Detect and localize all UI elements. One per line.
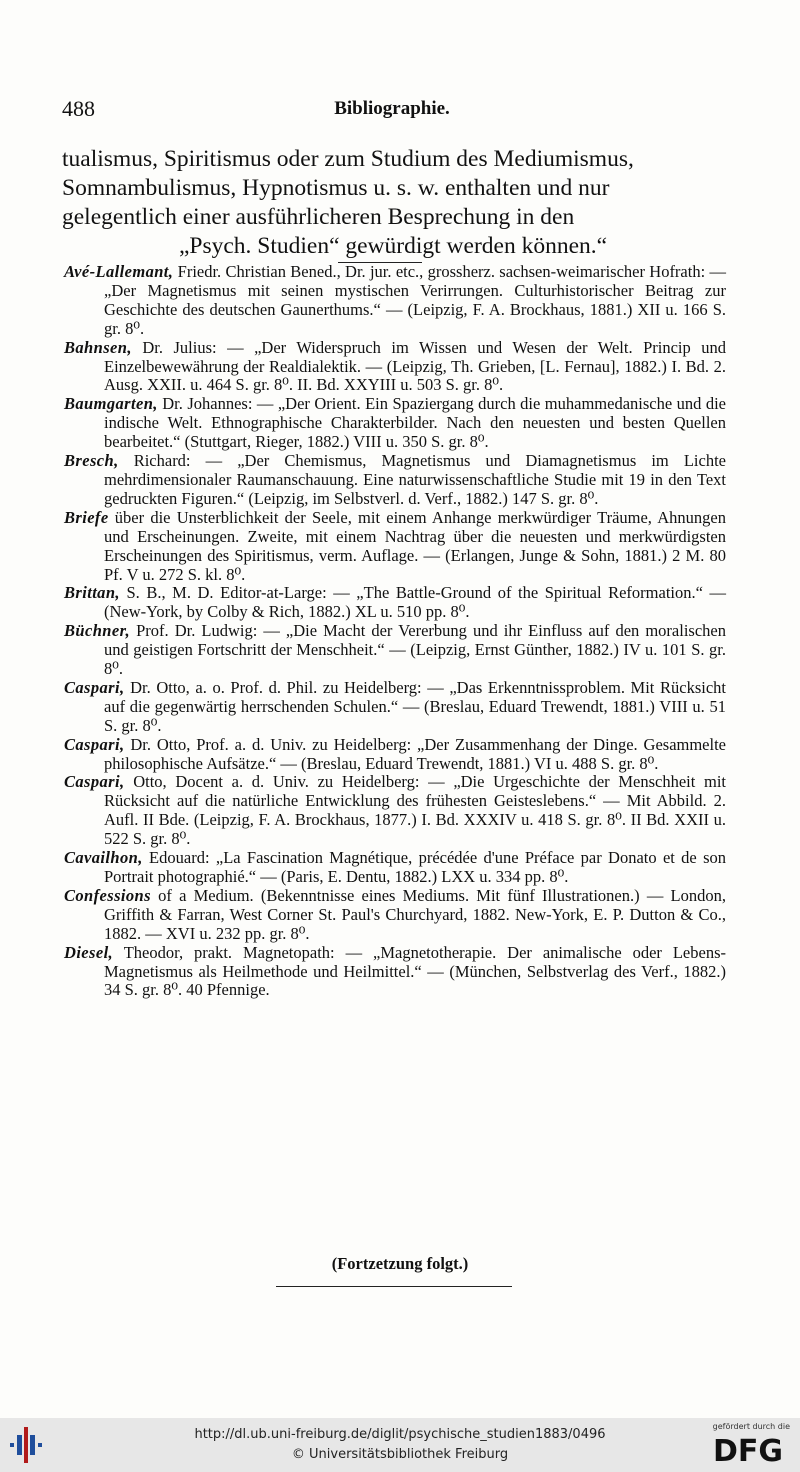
intro-line: Somnambulismus, Hypnotismus u. s. w. enthalten und nur	[62, 175, 610, 201]
entry-author: Caspari,	[64, 772, 125, 792]
entry-text: Dr. Otto, Prof. a. d. Univ. zu Heidelberg: „Der Zusammenhang der Dinge. Gesammelte philosophische Aufsätze.“ — (Breslau, Eduard Trewendt, 1881.) VI u. 488 S. gr. 8⁰.	[104, 734, 726, 773]
dfg-logo-text: DFG	[712, 1434, 784, 1464]
viewer-footer	[0, 1418, 800, 1472]
bibliography-entry	[64, 849, 726, 887]
bibliography-list	[64, 263, 726, 1000]
entry-author: Bresch,	[64, 451, 119, 471]
dfg-logo-icon	[706, 1434, 790, 1464]
bibliography-entry	[64, 263, 726, 339]
entry-text: Prof. Dr. Ludwig: — „Die Macht der Vererbung und ihr Einfluss auf den moralischen und geistigen Fortschritt der Menschheit.“ — (Leipzig, Ernst Günther, 1882.) IV u. 101 S. gr. 8⁰.	[104, 621, 726, 679]
entry-text: Dr. Otto, a. o. Prof. d. Phil. zu Heidelberg: — „Das Erkenntnissproblem. Mit Rücksicht auf die gegenwärtig herrschenden Schulen.“ — (Breslau, Eduard Trewendt, 1881.) VIII u. 51 S. gr. 8⁰.	[104, 677, 726, 735]
entry-text: S. B., M. D. Editor-at-Large: — „The Battle-Ground of the Spiritual Reformation.“ — (New-York, by Colby & Rich, 1882.) XL u. 510 pp. 8⁰.	[104, 583, 726, 622]
bibliography-entry	[64, 584, 726, 622]
entry-text: Dr. Julius: — „Der Widerspruch im Wissen und Wesen der Welt. Princip und Einzelbewewährung der Realdialektik. — (Leipzig, Th. Grieben, [L. Fernau], 1882.) I. Bd. 2. Ausg. XXII. u. 464 S. gr. 8⁰. II. Bd. XXYIII u. 503 S. gr. 8⁰.	[104, 337, 726, 395]
entry-text: Dr. Johannes: — „Der Orient. Ein Spaziergang durch die muhammedanische und die indische Welt. Ethnographische Charakterbilder. Nach den neuesten und besten Quellen bearbeitet.“ (Stuttgart, Rieger, 1882.) VIII u. 350 S. gr. 8⁰.	[104, 394, 726, 452]
entry-text: Theodor, prakt. Magnetopath: — „Magnetotherapie. Der animalische oder Lebens-Magnetismus als Heilmethode und Heilmittel.“ — (München, Selbstverlag des Verf., 1882.) 34 S. gr. 8⁰. 40 Pfennige.	[104, 942, 726, 1000]
intro-line: „Psych. Studien“ gewürdigt werden können.“	[178, 233, 608, 259]
entry-text: über die Unsterblichkeit der Seele, mit einem Anhange merkwürdiger Träume, Ahnungen und Erscheinungen. Zweite, mit einem Nachtrag über die neuesten und merkwürdigsten Erscheinungen des Spiritismus, verm. Auflage. — (Erlangen, Junge & Sohn, 1881.) 2 M. 80 Pf. V u. 272 S. kl. 8⁰.	[104, 507, 726, 584]
bibliography-entry	[64, 339, 726, 396]
continued-note: (Fortzetzung folgt.)	[331, 1254, 469, 1273]
entry-author: Baumgarten,	[64, 394, 158, 414]
entry-author: Briefe	[64, 507, 109, 527]
running-title: Bibliographie.	[334, 98, 450, 119]
permalink-url[interactable]: http://dl.ub.uni-freiburg.de/diglit/psychische_studien1883/0496	[194, 1427, 606, 1442]
bibliography-entry	[64, 395, 726, 452]
page-number: 488	[62, 96, 95, 121]
entry-text: Richard: — „Der Chemismus, Magnetismus und Diamagnetismus im Lichte mehrdimensionaler Raumanschauung. Eine naturwissenschaftliche Studie mit 19 in den Text gedruckten Figuren.“ (Leipzig, im Selbstverl. d. Verf., 1882.) 147 S. gr. 8⁰.	[104, 451, 726, 508]
entry-author: Bahnsen,	[64, 337, 132, 357]
funder-note: gefördert durch die	[712, 1422, 790, 1431]
intro-line: gelegentlich einer ausführlicheren Besprechung in den	[62, 204, 575, 230]
bibliography-entry	[64, 736, 726, 774]
entry-author: Caspari,	[64, 677, 125, 697]
entry-author: Brittan,	[64, 583, 120, 603]
entry-author: Cavailhon,	[64, 848, 143, 868]
intro-line: tualismus, Spiritismus oder zum Studium des Mediumismus,	[62, 146, 634, 172]
bibliography-entry	[64, 887, 726, 944]
entry-text: Otto, Docent a. d. Univ. zu Heidelberg: — „Die Urgeschichte der Menschheit mit Rücksicht auf die natürliche Entwicklung des frühesten Geisteslebens.“ — Mit Abbild. 2. Aufl. II Bde. (Leipzig, F. A. Brockhaus, 1877.) I. Bd. XXXIV u. 418 S. gr. 8⁰. II Bd. XXII u. 522 S. gr. 8⁰.	[104, 772, 726, 849]
copyright-notice: © Universitätsbibliothek Freiburg	[291, 1447, 509, 1462]
entry-author: Caspari,	[64, 734, 125, 754]
page-header	[62, 96, 722, 124]
entry-author: Confessions	[64, 885, 151, 905]
entry-text: of a Medium. (Bekenntnisse eines Mediums. Mit fünf Illustrationen.) — London, Griffith & Farran, West Corner St. Paul's Churchyard, 1882. New-York, E. P. Dutton & Co., 1882. — XVI u. 232 pp. gr. 8⁰.	[104, 885, 726, 943]
entry-text: Friedr. Christian Bened., Dr. jur. etc., grossherz. sachsen-weimarischer Hofrath: — „Der Magnetismus mit seinen mystischen Verirrungen. Culturhistorischer Beitrag zur Geschichte des deutschen Gaunerthums.“ — (Leipzig, F. A. Brockhaus, 1881.) XII u. 166 S. gr. 8⁰.	[104, 262, 726, 338]
entry-author: Avé-Lallemant,	[64, 262, 174, 281]
bibliography-entry	[64, 944, 726, 1001]
bibliography-entry	[64, 452, 726, 509]
bibliography-entry	[64, 679, 726, 736]
end-rule	[276, 1286, 512, 1287]
entry-text: Edouard: „La Fascination Magnétique, précédée d'une Préface par Donato et de son Portrait photographié.“ — (Paris, E. Dentu, 1882.) LXX u. 334 pp. 8⁰.	[104, 848, 726, 886]
entry-author: Büchner,	[64, 621, 131, 641]
intro-paragraph	[62, 145, 724, 261]
bibliography-entry	[64, 509, 726, 585]
bibliography-entry	[64, 773, 726, 849]
bibliography-entry	[64, 622, 726, 679]
entry-author: Diesel,	[64, 942, 114, 962]
